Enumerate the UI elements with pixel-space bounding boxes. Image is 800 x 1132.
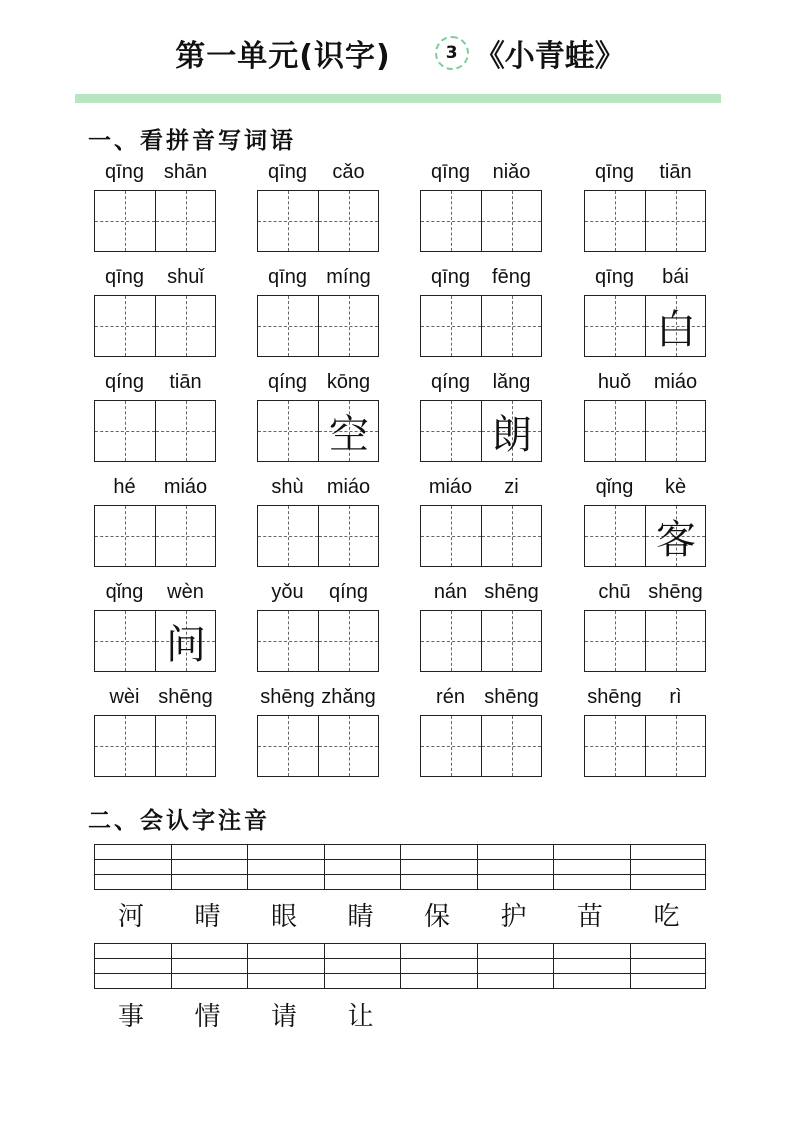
pinyin-syllable: qīng: [431, 266, 470, 288]
pinyin-syllable: shù: [271, 476, 304, 498]
prefilled-character: [95, 716, 155, 776]
word-item: [584, 473, 706, 569]
recognition-character: 保: [423, 902, 452, 932]
prefilled-character: [319, 296, 379, 356]
recognition-character: 睛: [347, 902, 376, 932]
tianzige-boxes: [420, 295, 542, 357]
writing-cell[interactable]: [155, 716, 215, 776]
pinyin-label: [94, 578, 216, 606]
writing-cell[interactable]: [258, 401, 318, 461]
unit-title: 第一单元(识字): [175, 39, 391, 74]
cell-divider: [553, 844, 554, 890]
word-item: [94, 158, 216, 254]
cell-divider: [171, 844, 172, 890]
pinyin-syllable: lǎng: [492, 371, 531, 393]
word-item: [94, 263, 216, 359]
prefilled-character: [156, 506, 216, 566]
prefilled-character: [319, 191, 379, 251]
pinyin-label: [257, 263, 379, 291]
writing-cell[interactable]: [318, 506, 378, 566]
writing-cell[interactable]: [645, 716, 705, 776]
cell-divider: [553, 943, 554, 989]
recognition-character: 情: [194, 1002, 223, 1032]
writing-cell[interactable]: [421, 401, 481, 461]
pinyin-syllable: rén: [436, 686, 465, 708]
section1-title: 一、看拼音写词语: [88, 127, 296, 154]
cell-divider: [94, 943, 95, 989]
pinyin-syllable: míng: [326, 266, 371, 288]
prefilled-character: [482, 296, 542, 356]
prefilled-character: [585, 506, 645, 566]
word-item: [257, 158, 379, 254]
prefilled-character: [585, 401, 645, 461]
tianzige-boxes: [257, 610, 379, 672]
cell-divider: [705, 844, 706, 890]
word-item: [257, 263, 379, 359]
writing-cell[interactable]: [585, 296, 645, 356]
pinyin-syllable: qíng: [268, 371, 307, 393]
prefilled-character: [585, 611, 645, 671]
pinyin-label: [94, 368, 216, 396]
writing-cell[interactable]: [645, 296, 705, 356]
prefilled-character: [482, 716, 542, 776]
pinyin-label: [420, 263, 542, 291]
tianzige-boxes: [257, 715, 379, 777]
prefilled-character: [646, 611, 706, 671]
pinyin-syllable: qīng: [595, 161, 634, 183]
prefilled-character: 问: [166, 621, 206, 668]
word-item: [257, 683, 379, 779]
word-item: [94, 683, 216, 779]
writing-cell[interactable]: [645, 191, 705, 251]
pinyin-label: [94, 473, 216, 501]
word-item: [257, 368, 379, 464]
pinyin-syllable: shēng: [260, 686, 315, 708]
writing-cell[interactable]: [645, 611, 705, 671]
prefilled-character: [156, 716, 216, 776]
prefilled-character: [258, 296, 318, 356]
recognition-chars-row1: [94, 896, 706, 936]
pinyin-label: [94, 683, 216, 711]
pinyin-syllable: rì: [669, 686, 682, 708]
pinyin-syllable: shēng: [587, 686, 642, 708]
prefilled-character: [95, 401, 155, 461]
recognition-character: 请: [270, 1002, 299, 1032]
tianzige-boxes: [257, 190, 379, 252]
pinyin-syllable: qīng: [268, 266, 307, 288]
pinyin-syllable: qǐng: [105, 581, 144, 603]
pinyin-syllable: niǎo: [492, 161, 531, 183]
prefilled-character: [421, 401, 481, 461]
prefilled-character: [95, 611, 155, 671]
section2-title: 二、会认字注音: [88, 807, 270, 834]
writing-cell[interactable]: [95, 191, 155, 251]
pinyin-syllable: shēng: [158, 686, 213, 708]
pinyin-label: [420, 158, 542, 186]
cell-divider: [400, 943, 401, 989]
tianzige-boxes: [420, 190, 542, 252]
writing-cell[interactable]: [481, 611, 541, 671]
tianzige-boxes: [584, 400, 706, 462]
pinyin-label: [584, 263, 706, 291]
pinyin-syllable: huǒ: [597, 371, 632, 393]
tianzige-boxes: [257, 295, 379, 357]
prefilled-character: 朗: [492, 411, 532, 458]
tianzige-boxes: [257, 400, 379, 462]
writing-cell[interactable]: [95, 401, 155, 461]
prefilled-character: [646, 716, 706, 776]
prefilled-character: [258, 506, 318, 566]
prefilled-character: [319, 611, 379, 671]
pinyin-syllable: miáo: [326, 476, 371, 498]
prefilled-character: [258, 191, 318, 251]
writing-cell[interactable]: [318, 401, 378, 461]
prefilled-character: [319, 716, 379, 776]
pinyin-label: [420, 578, 542, 606]
pinyin-syllable: zi: [504, 476, 519, 498]
cell-divider: [247, 844, 248, 890]
prefilled-character: [319, 506, 379, 566]
writing-cell[interactable]: [95, 611, 155, 671]
writing-cell[interactable]: [421, 716, 481, 776]
writing-cell[interactable]: [481, 191, 541, 251]
cell-divider: [324, 844, 325, 890]
writing-cell[interactable]: [318, 611, 378, 671]
prefilled-character: [95, 506, 155, 566]
prefilled-character: [585, 191, 645, 251]
pinyin-syllable: shēng: [648, 581, 703, 603]
tianzige-boxes: [420, 715, 542, 777]
recognition-chars-row2: [94, 996, 706, 1036]
pinyin-label: [257, 158, 379, 186]
writing-cell[interactable]: [155, 296, 215, 356]
prefilled-character: [156, 296, 216, 356]
pinyin-label: [584, 473, 706, 501]
pinyin-syllable: miáo: [428, 476, 473, 498]
tianzige-boxes: [584, 505, 706, 567]
pinyin-syllable: qīng: [595, 266, 634, 288]
recognition-character: 让: [347, 1002, 376, 1032]
word-item: [420, 158, 542, 254]
pinyin-label: [257, 578, 379, 606]
pinyin-syllable: kōng: [326, 371, 371, 393]
recognition-character: 事: [117, 1002, 146, 1032]
writing-cell[interactable]: [585, 506, 645, 566]
cell-divider: [630, 943, 631, 989]
cell-divider: [324, 943, 325, 989]
recognition-character: 眼: [270, 902, 299, 932]
pinyin-label: [584, 158, 706, 186]
prefilled-character: [258, 716, 318, 776]
pinyin-syllable: shēng: [484, 581, 539, 603]
cell-divider: [247, 943, 248, 989]
prefilled-character: [482, 506, 542, 566]
pinyin-syllable: qǐng: [595, 476, 634, 498]
prefilled-character: [421, 191, 481, 251]
prefilled-character: [156, 191, 216, 251]
pinyin-syllable: miáo: [653, 371, 698, 393]
recognition-character: 河: [117, 902, 146, 932]
writing-cell[interactable]: [258, 506, 318, 566]
writing-cell[interactable]: [318, 296, 378, 356]
pinyin-syllable: miáo: [163, 476, 208, 498]
writing-cell[interactable]: [421, 191, 481, 251]
pinyin-writing-lines-row1[interactable]: [94, 844, 706, 890]
pinyin-label: [257, 368, 379, 396]
writing-cell[interactable]: [155, 401, 215, 461]
prefilled-character: [482, 191, 542, 251]
word-item: [420, 368, 542, 464]
pinyin-label: [584, 683, 706, 711]
pinyin-syllable: qíng: [329, 581, 368, 603]
pinyin-syllable: shēng: [484, 686, 539, 708]
word-item: [584, 368, 706, 464]
writing-cell[interactable]: [155, 506, 215, 566]
pinyin-label: [420, 368, 542, 396]
word-item: [420, 473, 542, 569]
page-header: [0, 28, 800, 78]
pinyin-syllable: qīng: [105, 161, 144, 183]
writing-cell[interactable]: [258, 716, 318, 776]
prefilled-character: [421, 506, 481, 566]
prefilled-character: 客: [656, 516, 696, 563]
writing-cell[interactable]: [481, 716, 541, 776]
pinyin-syllable: wèn: [167, 581, 204, 603]
word-item: [420, 683, 542, 779]
recognition-character: 护: [500, 902, 529, 932]
prefilled-character: [646, 191, 706, 251]
pinyin-syllable: fēng: [492, 266, 531, 288]
cell-divider: [477, 943, 478, 989]
prefilled-character: [646, 401, 706, 461]
pinyin-syllable: shuǐ: [167, 266, 204, 288]
prefilled-character: [421, 716, 481, 776]
pinyin-syllable: qíng: [105, 371, 144, 393]
word-item: [584, 578, 706, 674]
writing-cell[interactable]: [421, 611, 481, 671]
pinyin-syllable: qīng: [105, 266, 144, 288]
writing-cell[interactable]: [155, 611, 215, 671]
writing-cell[interactable]: [645, 401, 705, 461]
pinyin-writing-lines-row2[interactable]: [94, 943, 706, 989]
writing-cell[interactable]: [645, 506, 705, 566]
pinyin-syllable: hé: [113, 476, 136, 498]
tianzige-boxes: [257, 505, 379, 567]
tianzige-boxes: [420, 505, 542, 567]
pinyin-label: [257, 473, 379, 501]
writing-cell[interactable]: [95, 296, 155, 356]
pinyin-syllable: shān: [163, 161, 208, 183]
tianzige-boxes: [584, 295, 706, 357]
prefilled-character: [95, 296, 155, 356]
pinyin-syllable: qīng: [431, 161, 470, 183]
prefilled-character: 白: [656, 306, 696, 353]
writing-cell[interactable]: [585, 611, 645, 671]
tianzige-boxes: [94, 715, 216, 777]
cell-divider: [477, 844, 478, 890]
writing-cell[interactable]: [95, 716, 155, 776]
prefilled-character: [156, 401, 216, 461]
pinyin-syllable: nán: [433, 581, 468, 603]
prefilled-character: [258, 401, 318, 461]
recognition-character: 吃: [653, 902, 682, 932]
prefilled-character: 空: [329, 411, 369, 458]
cell-divider: [171, 943, 172, 989]
writing-cell[interactable]: [155, 191, 215, 251]
recognition-character: 苗: [576, 902, 605, 932]
header-divider: [75, 94, 721, 103]
pinyin-label: [584, 368, 706, 396]
writing-cell[interactable]: [95, 506, 155, 566]
pinyin-syllable: qíng: [431, 371, 470, 393]
pinyin-label: [420, 683, 542, 711]
prefilled-character: [585, 716, 645, 776]
pinyin-label: [420, 473, 542, 501]
tianzige-boxes: [94, 400, 216, 462]
tianzige-boxes: [584, 715, 706, 777]
word-item: [584, 158, 706, 254]
word-item: [94, 368, 216, 464]
cell-divider: [705, 943, 706, 989]
word-item: [94, 578, 216, 674]
writing-cell[interactable]: [318, 191, 378, 251]
cell-divider: [94, 844, 95, 890]
writing-cell[interactable]: [258, 191, 318, 251]
prefilled-character: [258, 611, 318, 671]
pinyin-syllable: chū: [598, 581, 631, 603]
pinyin-syllable: zhǎng: [321, 686, 376, 708]
writing-cell[interactable]: [258, 296, 318, 356]
pinyin-syllable: qīng: [268, 161, 307, 183]
tianzige-boxes: [584, 610, 706, 672]
prefilled-character: [482, 611, 542, 671]
writing-cell[interactable]: [421, 506, 481, 566]
pinyin-label: [584, 578, 706, 606]
word-item: [257, 578, 379, 674]
pinyin-syllable: wèi: [109, 686, 140, 708]
lesson-title: 《小青蛙》: [474, 39, 625, 74]
writing-cell[interactable]: [421, 296, 481, 356]
lesson-number-badge: 3: [435, 36, 469, 70]
writing-cell[interactable]: [585, 401, 645, 461]
writing-cell[interactable]: [481, 401, 541, 461]
writing-cell[interactable]: [258, 611, 318, 671]
pinyin-syllable: kè: [664, 476, 687, 498]
pinyin-syllable: cǎo: [332, 161, 365, 183]
word-item: [584, 263, 706, 359]
pinyin-label: [94, 158, 216, 186]
tianzige-boxes: [420, 610, 542, 672]
word-item: [94, 473, 216, 569]
pinyin-syllable: yǒu: [271, 581, 304, 603]
pinyin-label: [94, 263, 216, 291]
cell-divider: [400, 844, 401, 890]
prefilled-character: [95, 191, 155, 251]
writing-cell[interactable]: [318, 716, 378, 776]
writing-cell[interactable]: [481, 506, 541, 566]
writing-cell[interactable]: [585, 716, 645, 776]
prefilled-character: [421, 296, 481, 356]
writing-cell[interactable]: [481, 296, 541, 356]
pinyin-syllable: tiān: [169, 371, 202, 393]
tianzige-boxes: [94, 505, 216, 567]
cell-divider: [630, 844, 631, 890]
tianzige-boxes: [94, 190, 216, 252]
tianzige-boxes: [94, 295, 216, 357]
word-item: [584, 683, 706, 779]
writing-cell[interactable]: [585, 191, 645, 251]
pinyin-syllable: tiān: [659, 161, 692, 183]
tianzige-boxes: [94, 610, 216, 672]
recognition-character: 晴: [194, 902, 223, 932]
word-item: [420, 263, 542, 359]
prefilled-character: [421, 611, 481, 671]
pinyin-label: [257, 683, 379, 711]
word-item: [420, 578, 542, 674]
word-item: [257, 473, 379, 569]
prefilled-character: [585, 296, 645, 356]
tianzige-boxes: [584, 190, 706, 252]
tianzige-boxes: [420, 400, 542, 462]
pinyin-syllable: bái: [662, 266, 689, 288]
